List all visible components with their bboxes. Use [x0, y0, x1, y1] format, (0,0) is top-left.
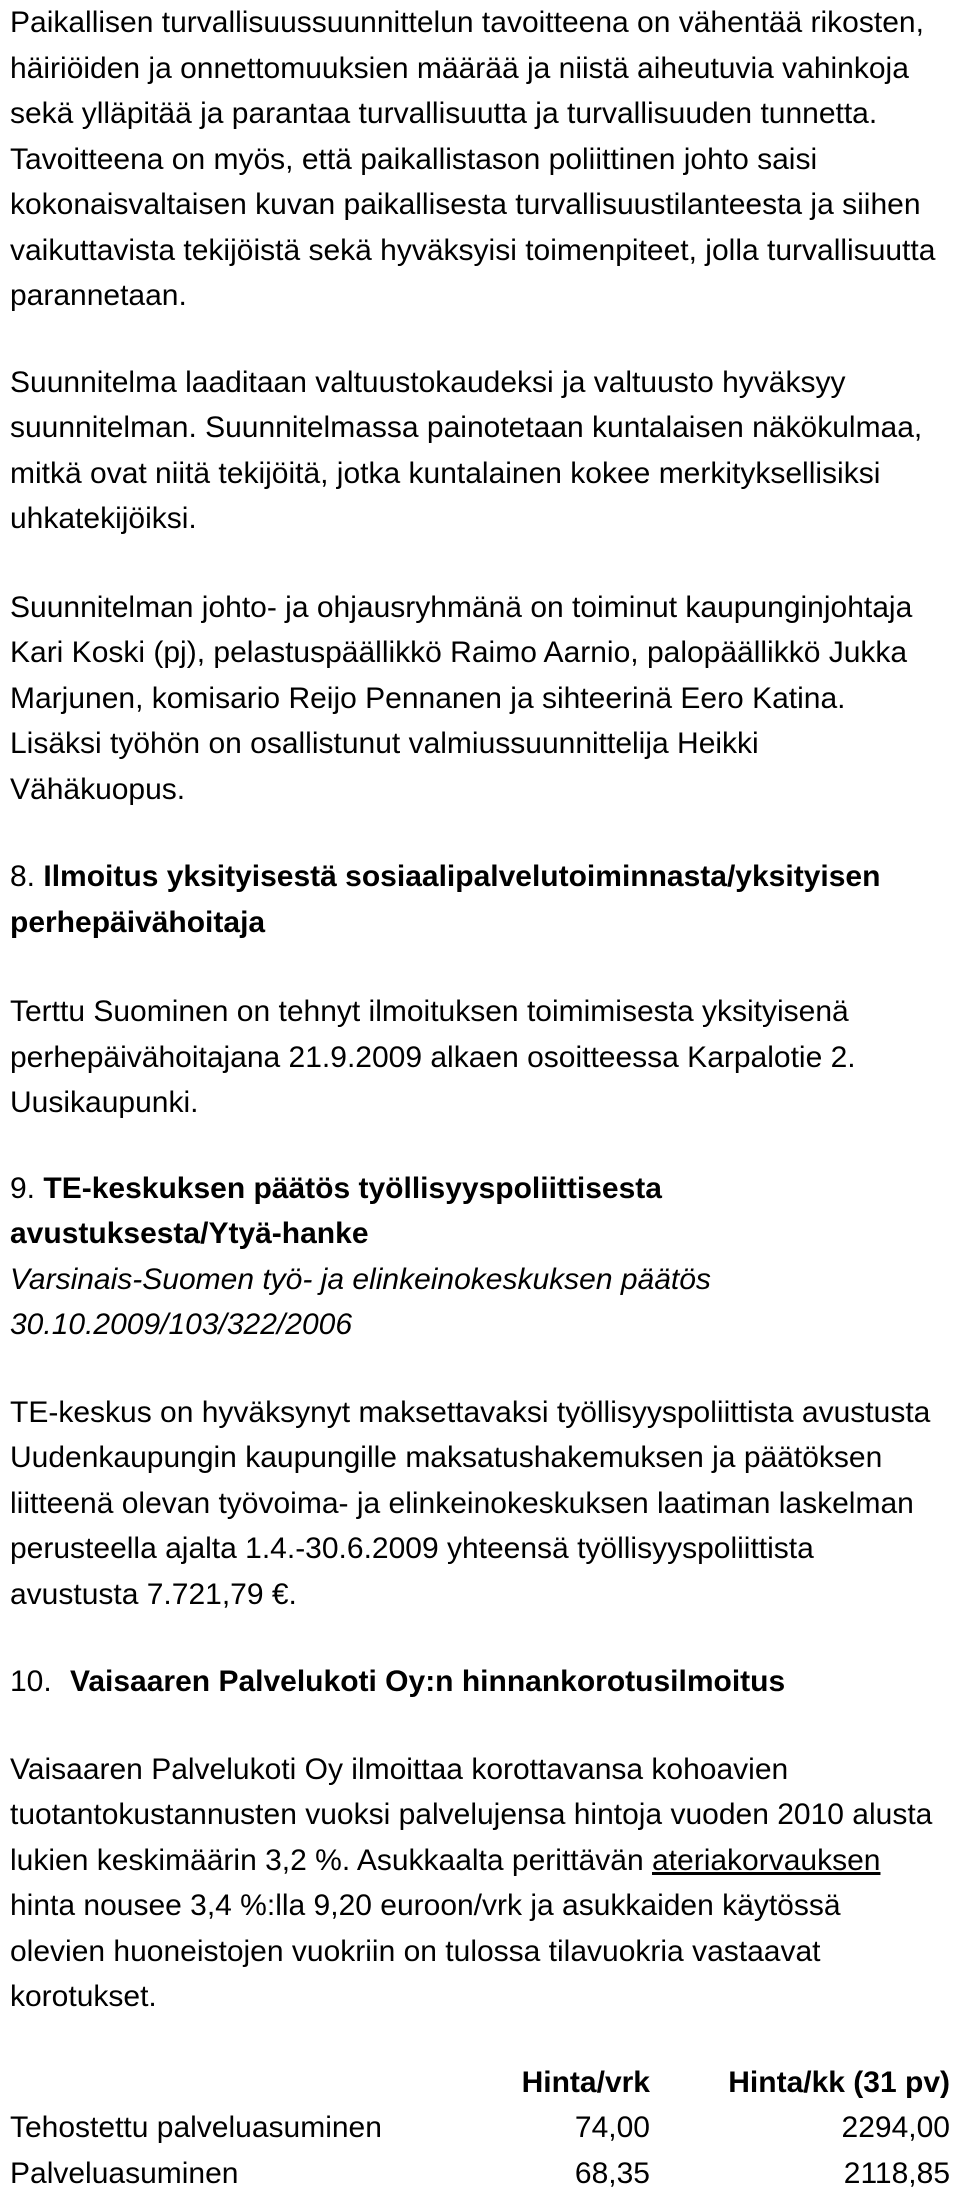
price-table-header-per-month: Hinta/kk (31 pv): [650, 2060, 950, 2106]
section-8-title: Ilmoitus yksityisestä sosiaalipalvelutoiminnasta/yksityisen perhepäivähoitaja: [10, 860, 880, 939]
table-row: [10, 2105, 950, 2151]
section-10-body-underlined: ateriakorvauksen: [652, 1844, 880, 1877]
table-cell-per-month: 2294,00: [650, 2105, 950, 2151]
price-table-header-service: [10, 2060, 480, 2106]
paragraph-steering-group: Suunnitelman johto- ja ohjausryhmänä on toiminut kaupunginjohtaja Kari Koski (pj), pelastuspäällikkö Raimo Aarnio, palopäällikkö Jukka Marjunen, komisario Reijo Pennanen ja sihteerinä Eero Katina. Lisäksi työhön on osallistunut valmiussuunnittelija Heikki Vähäkuopus.: [10, 585, 936, 813]
table-cell-service: Tehostettu palveluasuminen: [10, 2105, 480, 2151]
section-10-body: [10, 1747, 936, 2020]
table-row: [10, 2151, 950, 2196]
price-table: [10, 2060, 950, 2196]
paragraph-plan-approval: Suunnitelma laaditaan valtuustokaudeksi ja valtuusto hyväksyy suunnitelman. Suunnitelmassa painotetaan kuntalaisen näkökulmaa, mitkä ovat niitä tekijöitä, jotka kuntalainen kokee merkityksellisiksi uhkatekijöiksi.: [10, 360, 936, 542]
price-table-header-per-day: Hinta/vrk: [480, 2060, 650, 2106]
section-10-body-part-b: hinta nousee 3,4 %:lla 9,20 euroon/vrk ja asukkaiden käytössä olevien huoneistojen vuokriin on tulossa tilavuokria vastaavat korotukset.: [10, 1889, 841, 2013]
section-10-number: 10.: [10, 1659, 70, 1705]
section-8-body: Terttu Suominen on tehnyt ilmoituksen toimimisesta yksityisenä perhepäivähoitajana 21.9.2009 alkaen osoitteessa Karpalotie 2. Uusikaupunki.: [10, 989, 936, 1126]
section-9-heading: [10, 1166, 936, 1257]
section-9-body: TE-keskus on hyväksynyt maksettavaksi työllisyyspoliittista avustusta Uudenkaupungin kaupungille maksatushakemuksen ja päätöksen liitteenä olevan työvoima- ja elinkeinokeskuksen laatiman laskelman perusteella ajalta 1.4.-30.6.2009 yhteensä työllisyyspoliittista avustusta 7.721,79 €.: [10, 1390, 936, 1618]
table-cell-service: Palveluasuminen: [10, 2151, 480, 2196]
section-10-heading: [10, 1659, 936, 1705]
section-8-number: 8.: [10, 860, 35, 893]
section-10-title: Vaisaaren Palvelukoti Oy:n hinnankorotusilmoitus: [70, 1665, 785, 1698]
section-10-body-part-a: Vaisaaren Palvelukoti Oy ilmoittaa korottavansa kohoavien tuotantokustannusten vuoksi palvelujensa hintoja vuoden 2010 alusta lukien keskimäärin 3,2 %. Asukkaalta perittävän: [10, 1753, 932, 1877]
section-9-subtitle: Varsinais-Suomen työ- ja elinkeinokeskuksen päätös 30.10.2009/103/322/2006: [10, 1257, 936, 1348]
section-8-heading: [10, 854, 936, 945]
section-9-title: TE-keskuksen päätös työllisyyspoliittisesta avustuksesta/Ytyä-hanke: [10, 1172, 662, 1251]
table-cell-per-day: 74,00: [480, 2105, 650, 2151]
section-9-number: 9.: [10, 1172, 35, 1205]
table-cell-per-month: 2118,85: [650, 2151, 950, 2196]
paragraph-safety-planning-goal: Paikallisen turvallisuussuunnittelun tavoitteena on vähentää rikosten, häiriöiden ja onnettomuuksien määrää ja niistä aiheutuvia vahinkoja sekä ylläpitää ja parantaa turvallisuutta ja turvallisuuden tunnetta. Tavoitteena on myös, että paikallistason poliittinen johto saisi kokonaisvaltaisen kuvan paikallisesta turvallisuustilanteesta ja siihen vaikuttavista tekijöistä sekä hyväksyisi toimenpiteet, jolla turvallisuutta parannetaan.: [10, 0, 936, 319]
price-table-header: [10, 2060, 950, 2106]
table-cell-per-day: 68,35: [480, 2151, 650, 2196]
